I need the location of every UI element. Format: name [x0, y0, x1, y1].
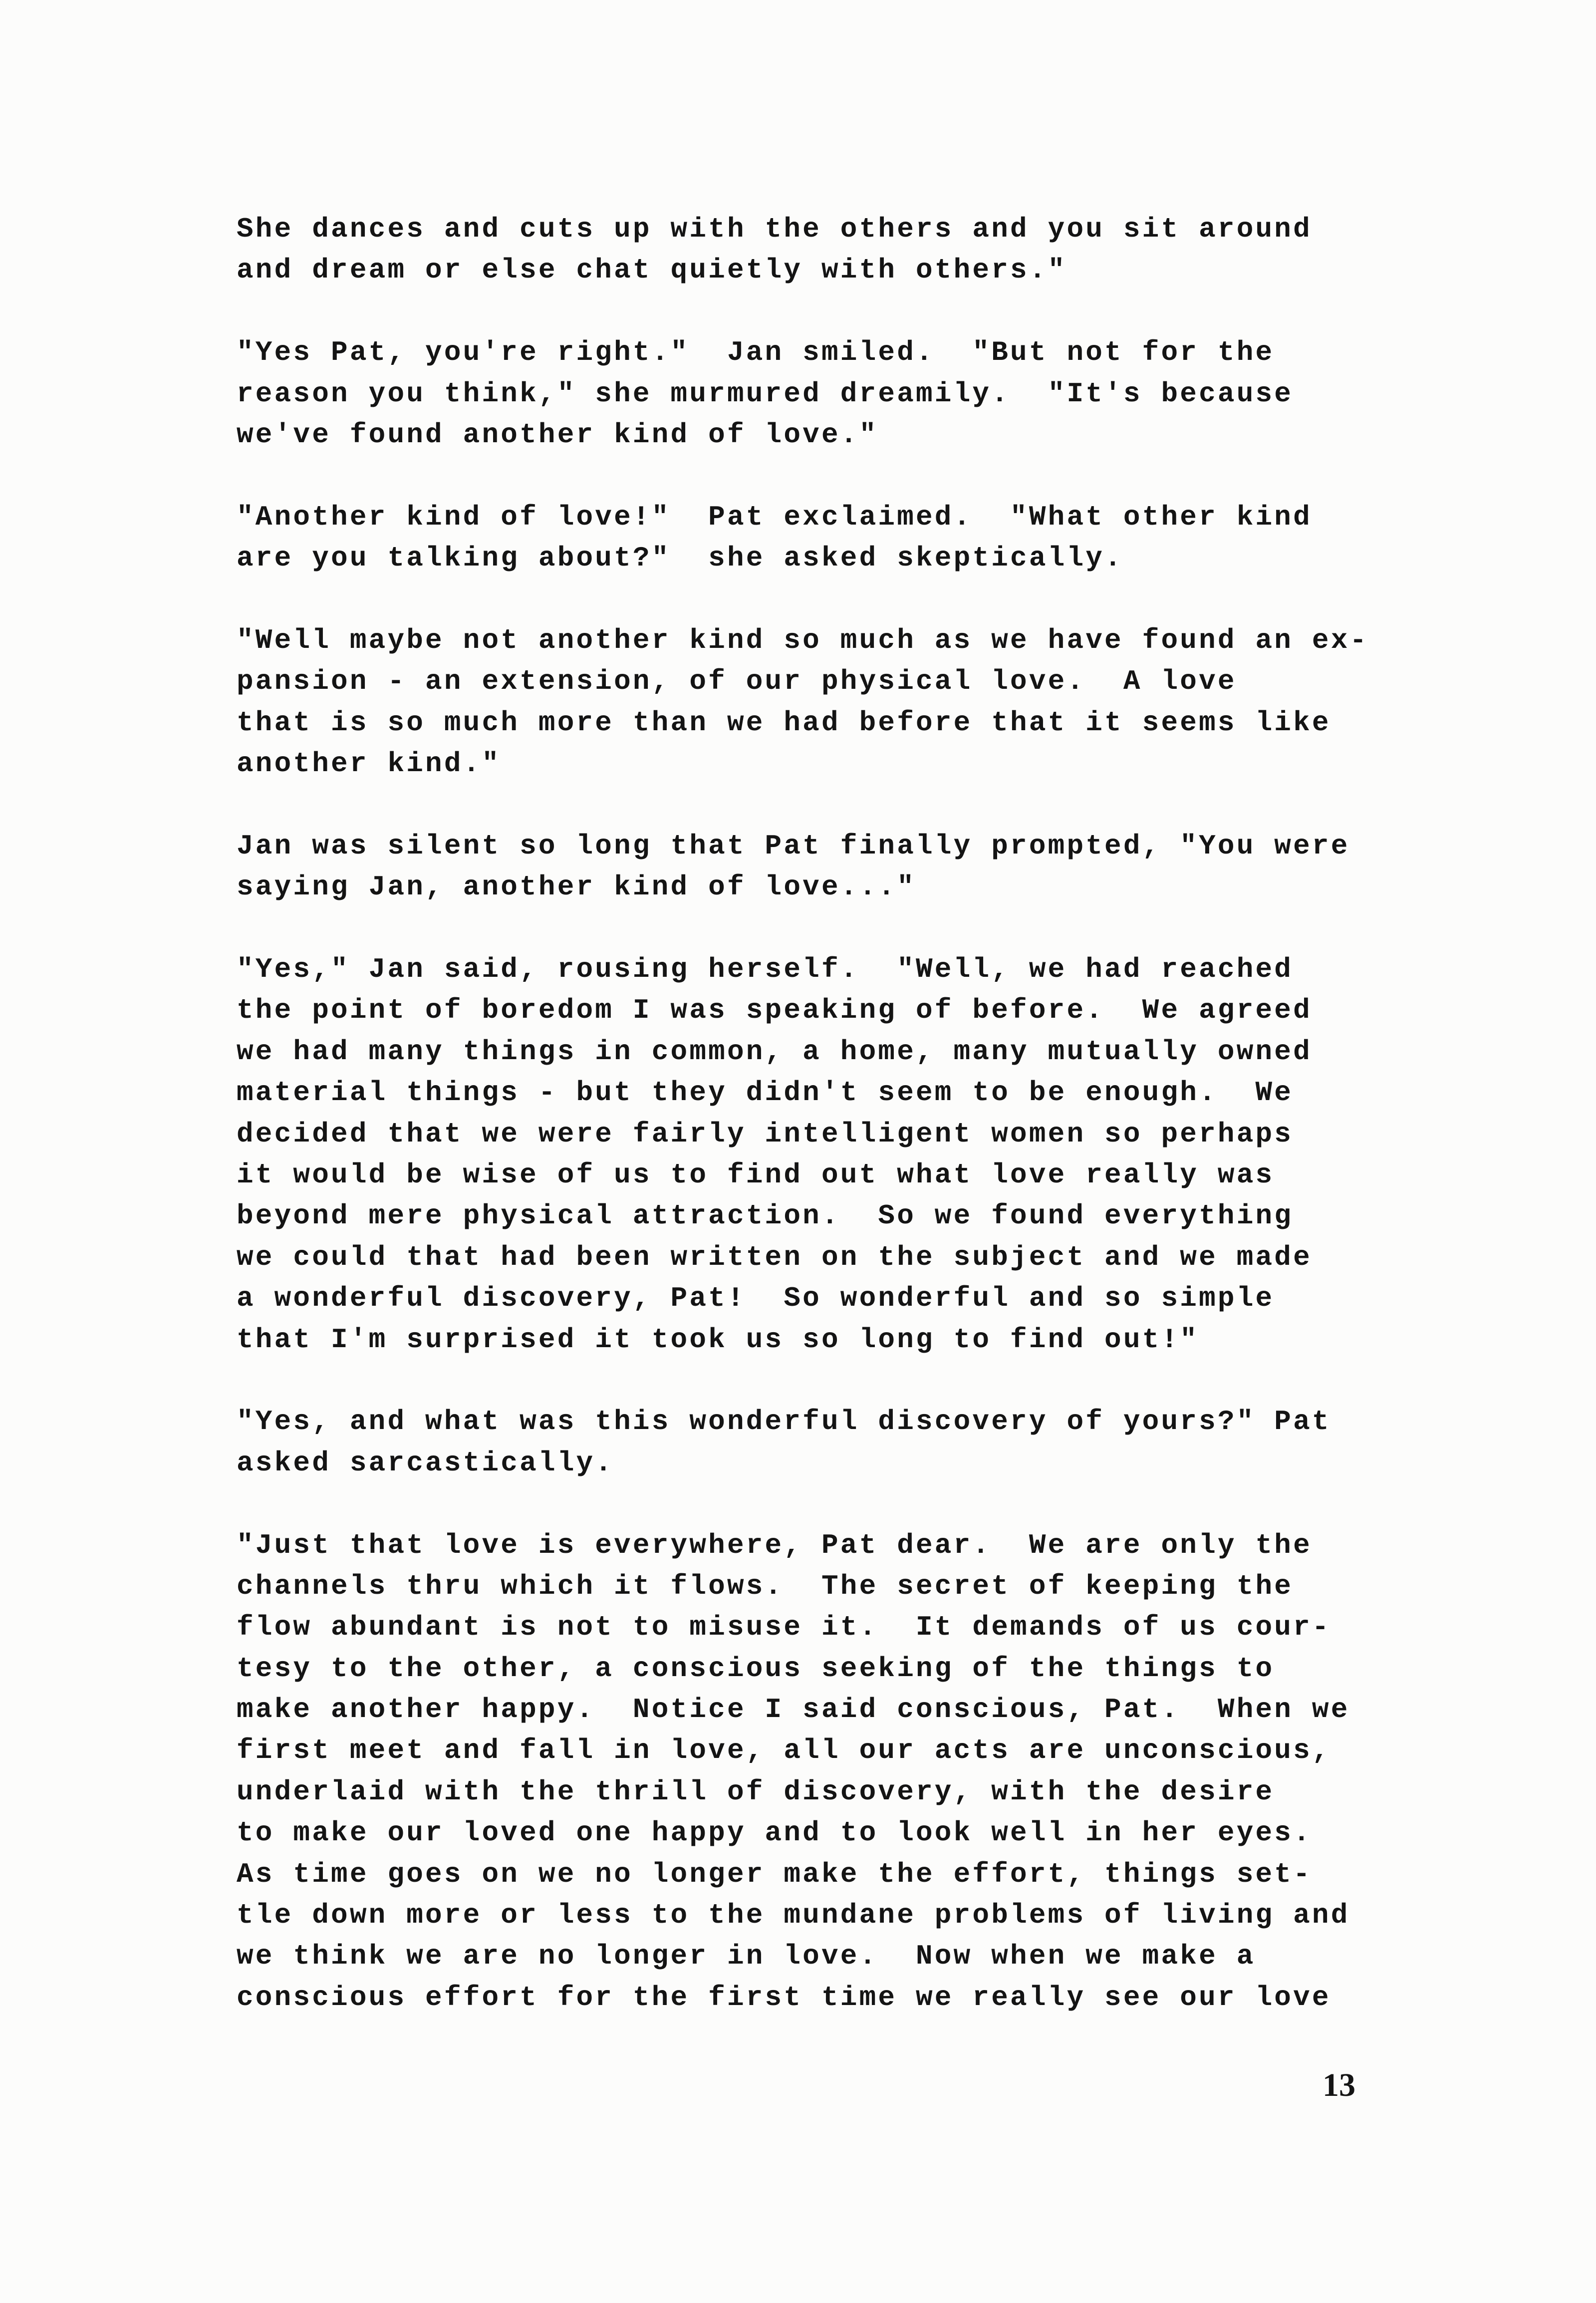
document-body — [237, 209, 1368, 2059]
text-line: that I'm surprised it took us so long to find out!" — [237, 1323, 1199, 1356]
paragraph — [237, 332, 1368, 455]
text-line: She dances and cuts up with the others and you sit around — [237, 213, 1312, 245]
text-line: it would be wise of us to find out what love really was — [237, 1158, 1275, 1191]
paragraph — [237, 826, 1368, 908]
text-line: decided that we were fairly intelligent women so perhaps — [237, 1118, 1294, 1150]
paragraph — [237, 949, 1368, 1360]
text-line: tle down more or less to the mundane problems of living and — [237, 1899, 1350, 1932]
text-line: the point of boredom I was speaking of before. We agreed — [237, 994, 1312, 1027]
text-line: a wonderful discovery, Pat! So wonderful and so simple — [237, 1282, 1275, 1315]
text-line: tesy to the other, a conscious seeking of the things to — [237, 1652, 1275, 1685]
text-line: As time goes on we no longer make the effort, things set- — [237, 1858, 1312, 1890]
text-line: underlaid with the thrill of discovery, with the desire — [237, 1775, 1275, 1808]
page-number: 13 — [1323, 2067, 1355, 2103]
text-line: conscious effort for the first time we really see our love — [237, 1981, 1331, 2014]
text-line: another kind." — [237, 748, 501, 780]
text-line: "Just that love is everywhere, Pat dear. We are only the — [237, 1529, 1312, 1561]
text-line: are you talking about?" she asked skeptically. — [237, 542, 1123, 575]
text-line: pansion - an extension, of our physical love. A love — [237, 665, 1237, 698]
text-line: "Yes, and what was this wonderful discovery of yours?" Pat — [237, 1406, 1331, 1438]
text-line: "Yes," Jan said, rousing herself. "Well, we had reached — [237, 953, 1294, 986]
text-line: we had many things in common, a home, many mutually owned — [237, 1035, 1312, 1068]
text-line: we could that had been written on the subject and we made — [237, 1241, 1312, 1273]
text-line: "Well maybe not another kind so much as we have found an ex- — [237, 624, 1369, 656]
paragraph — [237, 209, 1368, 291]
text-line: first meet and fall in love, all our acts are unconscious, — [237, 1734, 1331, 1767]
text-line: and dream or else chat quietly with others." — [237, 254, 1067, 287]
text-line: we think we are no longer in love. Now when we make a — [237, 1940, 1256, 1973]
paragraph — [237, 1401, 1368, 1483]
text-line: asked sarcastically. — [237, 1446, 614, 1479]
paragraph — [237, 620, 1368, 785]
text-line: Jan was silent so long that Pat finally prompted, "You were — [237, 830, 1350, 862]
text-line: material things - but they didn't seem to be enough. We — [237, 1077, 1294, 1109]
text-line: we've found another kind of love." — [237, 418, 878, 451]
text-line: flow abundant is not to misuse it. It demands of us cour- — [237, 1611, 1331, 1644]
text-line: that is so much more than we had before that it seems like — [237, 706, 1331, 739]
paragraph — [237, 497, 1368, 579]
text-line: make another happy. Notice I said conscious, Pat. When we — [237, 1694, 1350, 1726]
text-line: channels thru which it flows. The secret of keeping the — [237, 1570, 1294, 1602]
text-line: to make our loved one happy and to look well in her eyes. — [237, 1817, 1312, 1849]
text-line: "Another kind of love!" Pat exclaimed. "What other kind — [237, 501, 1312, 533]
text-line: "Yes Pat, you're right." Jan smiled. "But not for the — [237, 336, 1275, 369]
text-line: beyond mere physical attraction. So we found everything — [237, 1200, 1294, 1232]
paragraph — [237, 1525, 1368, 2018]
text-line: saying Jan, another kind of love..." — [237, 871, 916, 903]
text-line: reason you think," she murmured dreamily. "It's because — [237, 377, 1294, 410]
